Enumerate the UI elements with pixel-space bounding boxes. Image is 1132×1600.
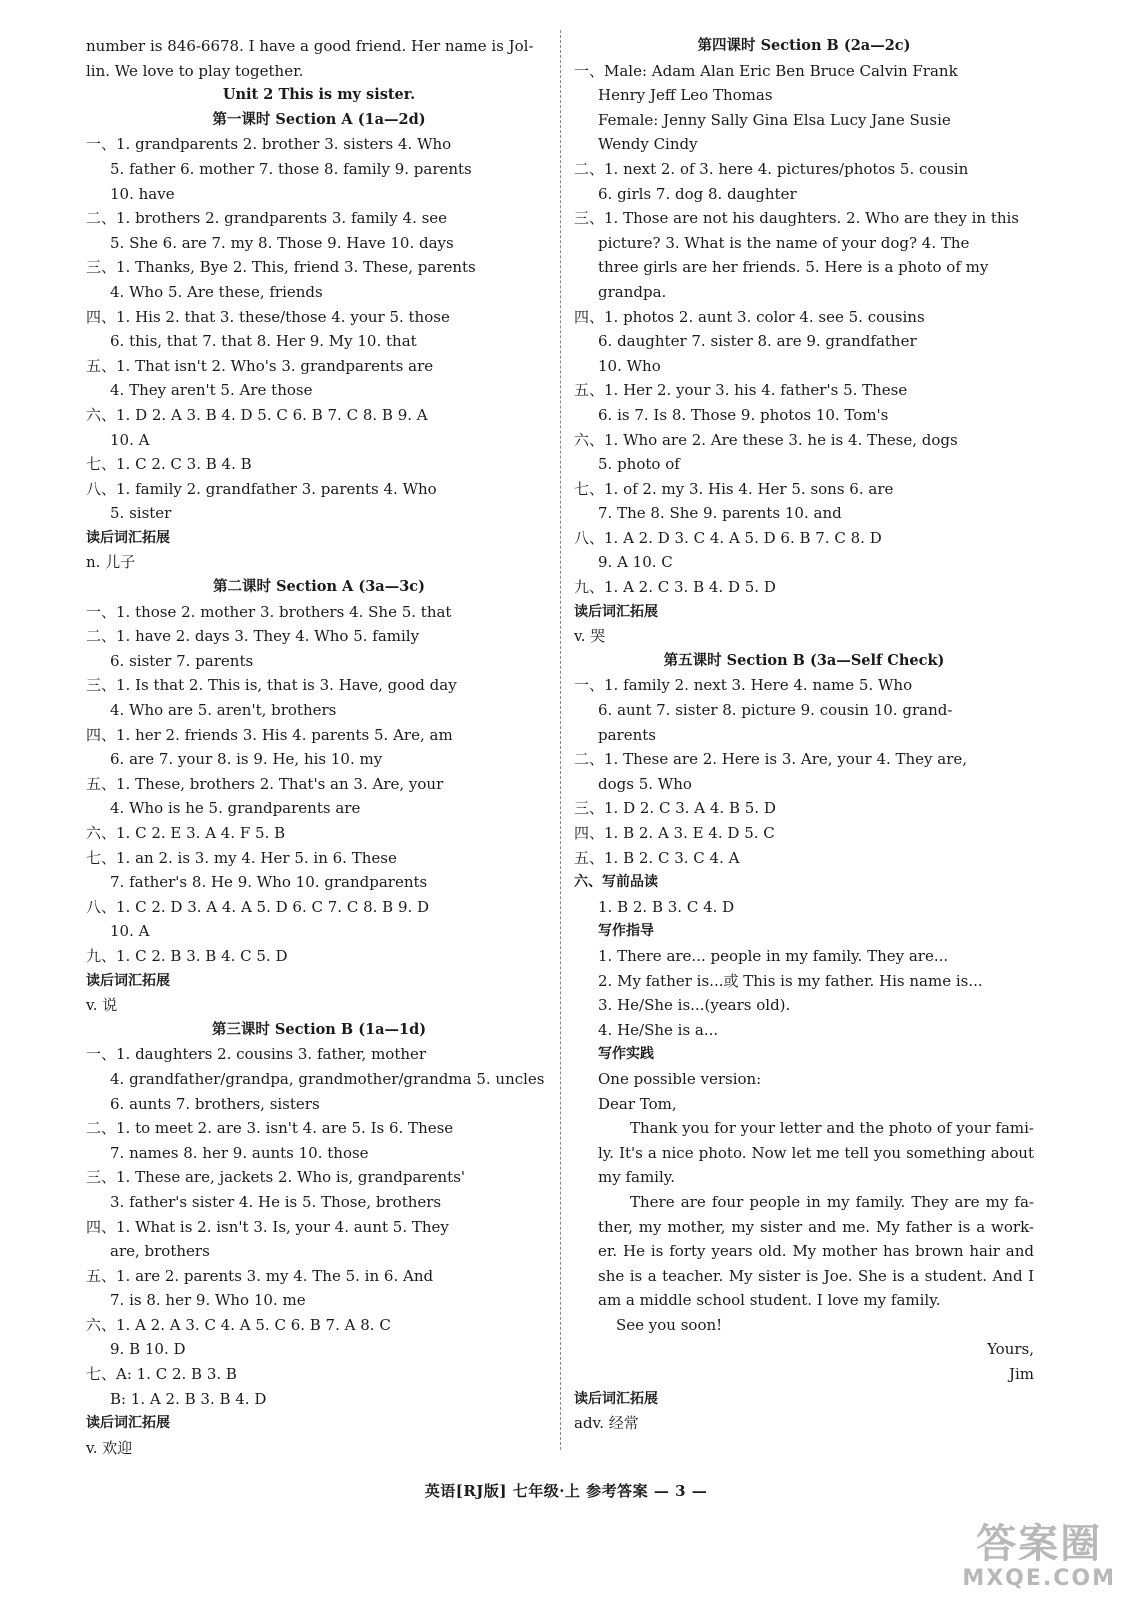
answer-line: 10. A bbox=[110, 430, 150, 449]
answer-line: 二、1. have 2. days 3. They 4. Who 5. family bbox=[86, 627, 420, 646]
answer-line: Wendy Cindy bbox=[598, 135, 698, 154]
answer-line: 6. this, that 7. that 8. Her 9. My 10. that bbox=[110, 332, 417, 351]
answer-line: three girls are her friends. 5. Here is a photo of my bbox=[598, 258, 989, 277]
answer-line: 八、1. C 2. D 3. A 4. A 5. D 6. C 7. C 8. B 9. D bbox=[86, 897, 430, 916]
answer-line: 三、1. D 2. C 3. A 4. B 5. D bbox=[574, 799, 776, 818]
answer-line: 6. aunt 7. sister 8. picture 9. cousin 10. grand- bbox=[598, 701, 953, 720]
answer-line: 3. He/She is...(years old). bbox=[598, 996, 791, 1015]
answer-line: 读后词汇拓展 bbox=[86, 529, 170, 546]
answer-line: 六、1. A 2. A 3. C 4. A 5. C 6. B 7. A 8. C bbox=[86, 1315, 391, 1334]
answer-line: 一、1. those 2. mother 3. brothers 4. She 5. that bbox=[86, 602, 452, 621]
answer-line: 7. names 8. her 9. aunts 10. those bbox=[110, 1143, 369, 1162]
watermark-url: MXQE.COM bbox=[962, 1566, 1116, 1591]
answer-line: 5. father 6. mother 7. those 8. family 9. parents bbox=[110, 159, 472, 178]
answer-line: 七、1. of 2. my 3. His 4. Her 5. sons 6. are bbox=[574, 479, 894, 498]
answer-line: Yours, bbox=[987, 1340, 1034, 1359]
answer-line: 五、1. That isn't 2. Who's 3. grandparents are bbox=[86, 356, 434, 375]
answer-line: 1. B 2. B 3. C 4. D bbox=[598, 897, 735, 916]
answer-line: 六、1. D 2. A 3. B 4. D 5. C 6. B 7. C 8. B 9. A bbox=[86, 405, 428, 424]
answer-line: 三、1. Is that 2. This is, that is 3. Have, good day bbox=[86, 676, 457, 695]
answer-line: adv. 经常 bbox=[574, 1414, 639, 1433]
answer-line: 五、1. Her 2. your 3. his 4. father's 5. These bbox=[574, 381, 908, 400]
answer-line: 八、1. family 2. grandfather 3. parents 4. Who bbox=[86, 479, 437, 498]
answer-line: 一、1. family 2. next 3. Here 4. name 5. Who bbox=[574, 676, 913, 695]
answer-line: See you soon! bbox=[616, 1315, 723, 1334]
answer-line: 二、1. These are 2. Here is 3. Are, your 4. They are, bbox=[574, 750, 968, 769]
answer-line: 四、1. photos 2. aunt 3. color 4. see 5. cousins bbox=[574, 307, 925, 326]
answer-line: 九、1. C 2. B 3. B 4. C 5. D bbox=[86, 946, 288, 965]
answer-line: grandpa. bbox=[598, 282, 667, 301]
answer-line: 读后词汇拓展 bbox=[86, 972, 170, 989]
answer-line: 4. They aren't 5. Are those bbox=[110, 381, 313, 400]
answer-line: 写作实践 bbox=[598, 1046, 654, 1063]
answer-line: 八、1. A 2. D 3. C 4. A 5. D 6. B 7. C 8. D bbox=[574, 528, 882, 547]
answer-line: 一、1. grandparents 2. brother 3. sisters 4. Who bbox=[86, 135, 452, 154]
section-heading: Unit 2 This is my sister. bbox=[222, 86, 416, 104]
answer-line: 五、1. are 2. parents 3. my 4. The 5. in 6. And bbox=[86, 1266, 434, 1285]
watermark-logo bbox=[962, 1521, 1116, 1591]
answer-line: 4. He/She is a... bbox=[598, 1020, 719, 1039]
answer-line: 三、1. Those are not his daughters. 2. Who are they in this bbox=[574, 209, 1019, 228]
answer-line: Female: Jenny Sally Gina Elsa Lucy Jane Susie bbox=[598, 110, 951, 129]
section-heading: 第五课时 Section B (3a—Self Check) bbox=[663, 651, 945, 669]
answer-line: 三、1. These are, jackets 2. Who is, grandparents' bbox=[86, 1168, 466, 1187]
answer-line: 5. photo of bbox=[598, 455, 680, 474]
answer-line: 9. B 10. D bbox=[110, 1340, 186, 1359]
answer-line: 七、1. C 2. C 3. B 4. B bbox=[86, 455, 252, 474]
answer-line: 二、1. brothers 2. grandparents 3. family 4. see bbox=[86, 209, 448, 228]
answer-line: 六、1. Who are 2. Are these 3. he is 4. These, dogs bbox=[574, 430, 958, 449]
answer-line: 10. Who bbox=[598, 356, 661, 375]
answer-line: 六、1. C 2. E 3. A 4. F 5. B bbox=[86, 824, 286, 842]
answer-line: 2. My father is...或 This is my father. His name is... bbox=[598, 971, 983, 990]
answer-line: are, brothers bbox=[110, 1242, 210, 1261]
answer-line: B: 1. A 2. B 3. B 4. D bbox=[110, 1389, 267, 1408]
section-heading: 第二课时 Section A (3a—3c) bbox=[213, 578, 425, 596]
answer-line: 4. Who is he 5. grandparents are bbox=[110, 799, 361, 818]
answer-line: 6. daughter 7. sister 8. are 9. grandfather bbox=[598, 332, 917, 351]
answer-line: 四、1. her 2. friends 3. His 4. parents 5. Are, am bbox=[86, 725, 453, 744]
column-divider bbox=[560, 30, 561, 1450]
answer-line: v. 说 bbox=[86, 996, 118, 1015]
answer-line: dogs 5. Who bbox=[598, 774, 692, 793]
answer-line: 六、写前品读 bbox=[574, 874, 658, 891]
section-heading: 第四课时 Section B (2a—2c) bbox=[697, 37, 911, 54]
answer-line: Henry Jeff Leo Thomas bbox=[598, 86, 773, 105]
answer-line: 一、Male: Adam Alan Eric Ben Bruce Calvin Frank bbox=[574, 61, 958, 80]
essay-paragraph: Thank you for your letter and the photo of your fami-ly. It's a nice photo. Now let me tell you something about my family. bbox=[598, 1119, 1034, 1187]
answer-line: 二、1. to meet 2. are 3. isn't 4. are 5. Is 6. These bbox=[86, 1119, 454, 1138]
answer-line: 4. Who 5. Are these, friends bbox=[110, 282, 323, 301]
answer-line: 6. are 7. your 8. is 9. He, his 10. my bbox=[110, 750, 383, 769]
answer-line: 五、1. These, brothers 2. That's an 3. Are, your bbox=[86, 774, 444, 793]
answer-line: 1. There are... people in my family. They are... bbox=[598, 946, 949, 965]
answer-line: number is 846-6678. I have a good friend. Her name is Jol- bbox=[86, 37, 534, 55]
answer-line: 读后词汇拓展 bbox=[574, 1390, 658, 1407]
answer-line: Dear Tom, bbox=[598, 1094, 677, 1113]
answer-line: 五、1. B 2. C 3. C 4. A bbox=[574, 848, 740, 867]
answer-line: 4. grandfather/grandpa, grandmother/grandma 5. uncles bbox=[110, 1069, 545, 1088]
answer-line: 七、A: 1. C 2. B 3. B bbox=[86, 1365, 237, 1384]
answer-line: 七、1. an 2. is 3. my 4. Her 5. in 6. These bbox=[86, 848, 397, 867]
answer-line: 一、1. daughters 2. cousins 3. father, mother bbox=[86, 1045, 427, 1064]
section-heading: 第一课时 Section A (1a—2d) bbox=[212, 110, 426, 128]
answer-line: 7. is 8. her 9. Who 10. me bbox=[110, 1291, 306, 1310]
answer-line: 四、1. His 2. that 3. these/those 4. your 5. those bbox=[86, 307, 450, 326]
answer-line: 四、1. B 2. A 3. E 4. D 5. C bbox=[574, 824, 775, 842]
answer-line: 写作指导 bbox=[598, 923, 654, 940]
left-column bbox=[86, 34, 552, 1460]
answer-line: v. 欢迎 bbox=[86, 1438, 133, 1457]
answer-line: lin. We love to play together. bbox=[86, 61, 304, 80]
answer-line: 7. father's 8. He 9. Who 10. grandparents bbox=[110, 873, 428, 892]
answer-line: parents bbox=[598, 725, 656, 744]
answer-line: 四、1. What is 2. isn't 3. Is, your 4. aunt 5. They bbox=[86, 1217, 449, 1236]
answer-line: v. 哭 bbox=[574, 627, 606, 646]
watermark-title: 答案圈 bbox=[976, 1521, 1103, 1567]
answer-line: 4. Who are 5. aren't, brothers bbox=[110, 701, 337, 720]
answer-line: n. 儿子 bbox=[86, 553, 136, 572]
essay-paragraph: There are four people in my family. They are my fa-ther, my mother, my sister and me. My father is a work-er. He is forty years old. My mother has brown hair and she is a teacher. My sister is Joe. She is a student. And I am a middle school student. I love my family. bbox=[598, 1192, 1034, 1310]
answer-line: 10. have bbox=[110, 184, 175, 203]
right-column bbox=[574, 34, 1034, 1436]
answer-line: 6. girls 7. dog 8. daughter bbox=[598, 184, 797, 203]
section-heading: 第三课时 Section B (1a—1d) bbox=[211, 1020, 427, 1038]
answer-line: 三、1. Thanks, Bye 2. This, friend 3. These, parents bbox=[86, 258, 476, 277]
answer-line: 读后词汇拓展 bbox=[86, 1415, 170, 1432]
answer-line: 读后词汇拓展 bbox=[574, 603, 658, 620]
answer-line: 5. sister bbox=[110, 504, 172, 523]
answer-line: 9. A 10. C bbox=[598, 553, 673, 572]
answer-line: 6. sister 7. parents bbox=[110, 651, 254, 670]
page-footer: 英语[RJ版] 七年级·上 参考答案 — 3 — bbox=[424, 1482, 708, 1500]
answer-line: One possible version: bbox=[598, 1069, 762, 1088]
answer-line: Jim bbox=[1008, 1365, 1034, 1384]
answer-line: 7. The 8. She 9. parents 10. and bbox=[598, 504, 842, 523]
answer-line: 3. father's sister 4. He is 5. Those, brothers bbox=[110, 1192, 442, 1211]
answer-line: 九、1. A 2. C 3. B 4. D 5. D bbox=[574, 578, 776, 597]
answer-line: 6. is 7. Is 8. Those 9. photos 10. Tom's bbox=[598, 405, 889, 424]
answer-line: 二、1. next 2. of 3. here 4. pictures/photos 5. cousin bbox=[574, 159, 969, 178]
answer-line: 10. A bbox=[110, 922, 150, 941]
answer-line: picture? 3. What is the name of your dog? 4. The bbox=[598, 233, 970, 252]
answer-line: 5. She 6. are 7. my 8. Those 9. Have 10. days bbox=[110, 233, 454, 252]
answer-line: 6. aunts 7. brothers, sisters bbox=[110, 1094, 320, 1113]
